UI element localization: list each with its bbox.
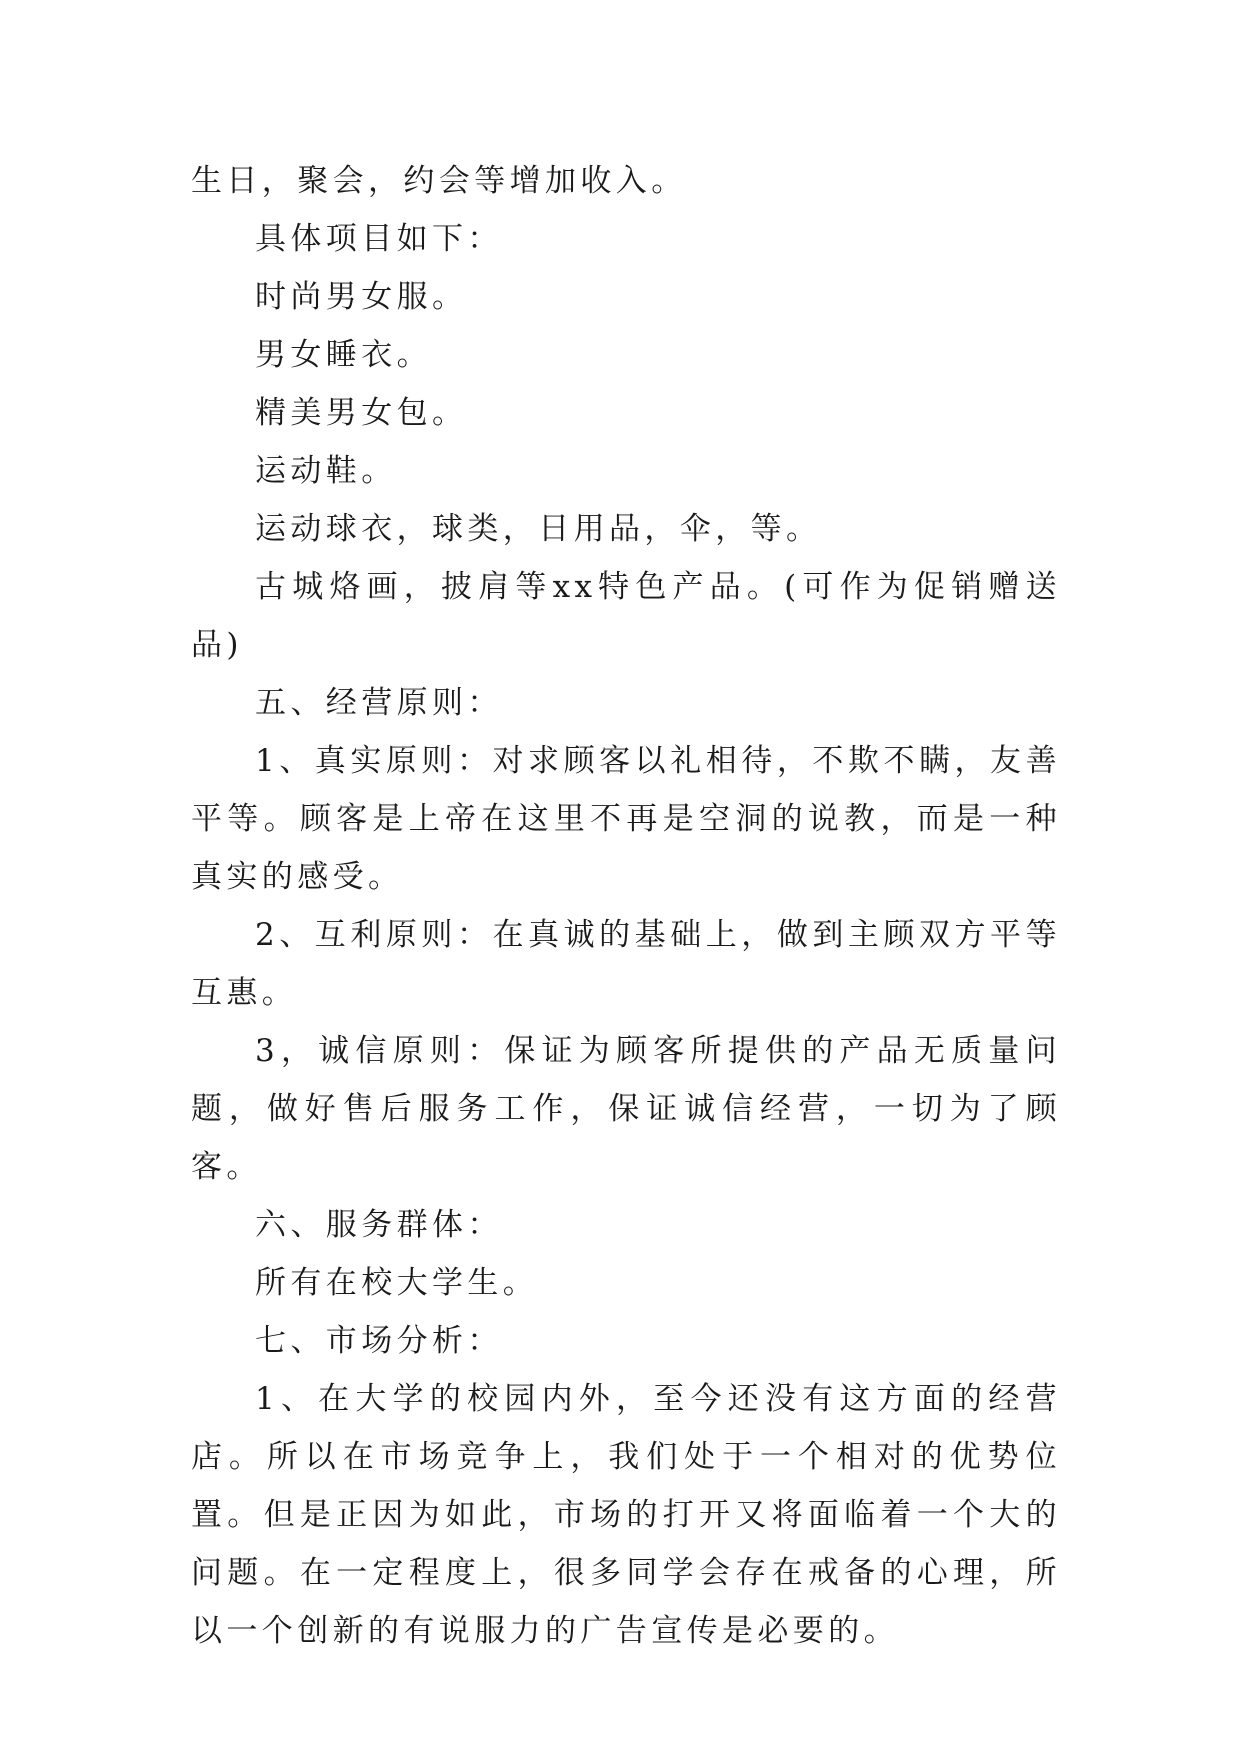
section-heading-principles: 五、经营原则：: [255, 685, 503, 721]
paragraph-market-1: 1、在大学的校园内外，至今还没有这方面的经营店。所以在市场竞争上，我们处于一个相对的优势位置。但是正因为如此，市场的打开又将面临着一个大的问题。在一定程度上，很多同学会存在戒备的心理，所以一个创新的有说服力的广告宣传是必要的。: [191, 1381, 1061, 1649]
paragraph-audience: 所有在校大学生。: [255, 1265, 539, 1301]
list-item-fashion-clothing: 时尚男女服。: [255, 279, 468, 315]
section-heading-audience: 六、服务群体：: [255, 1207, 503, 1243]
paragraph-principle-1: 1、真实原则：对求顾客以礼相待，不欺不瞒，友善平等。顾客是上帝在这里不再是空洞的说教，而是一种真实的感受。: [191, 743, 1061, 895]
list-item-bags: 精美男女包。: [255, 395, 468, 431]
paragraph-items-intro: 具体项目如下：: [255, 221, 503, 257]
list-item-local-products: 古城烙画，披肩等xx特色产品。(可作为促销赠送品): [191, 569, 1061, 663]
section-heading-market: 七、市场分析：: [255, 1323, 503, 1359]
paragraph-continuation: 生日，聚会，约会等增加收入。: [191, 163, 687, 199]
paragraph-principle-2: 2、互利原则：在真诚的基础上，做到主顾双方平等互惠。: [191, 917, 1061, 1011]
list-item-sportswear: 运动球衣，球类，日用品，伞，等。: [255, 511, 822, 547]
list-item-pajamas: 男女睡衣。: [255, 337, 432, 373]
list-item-sneakers: 运动鞋。: [255, 453, 397, 489]
paragraph-principle-3: 3，诚信原则：保证为顾客所提供的产品无质量问题，做好售后服务工作，保证诚信经营，一切为了顾客。: [191, 1033, 1061, 1185]
document-body: [191, 152, 1061, 1660]
